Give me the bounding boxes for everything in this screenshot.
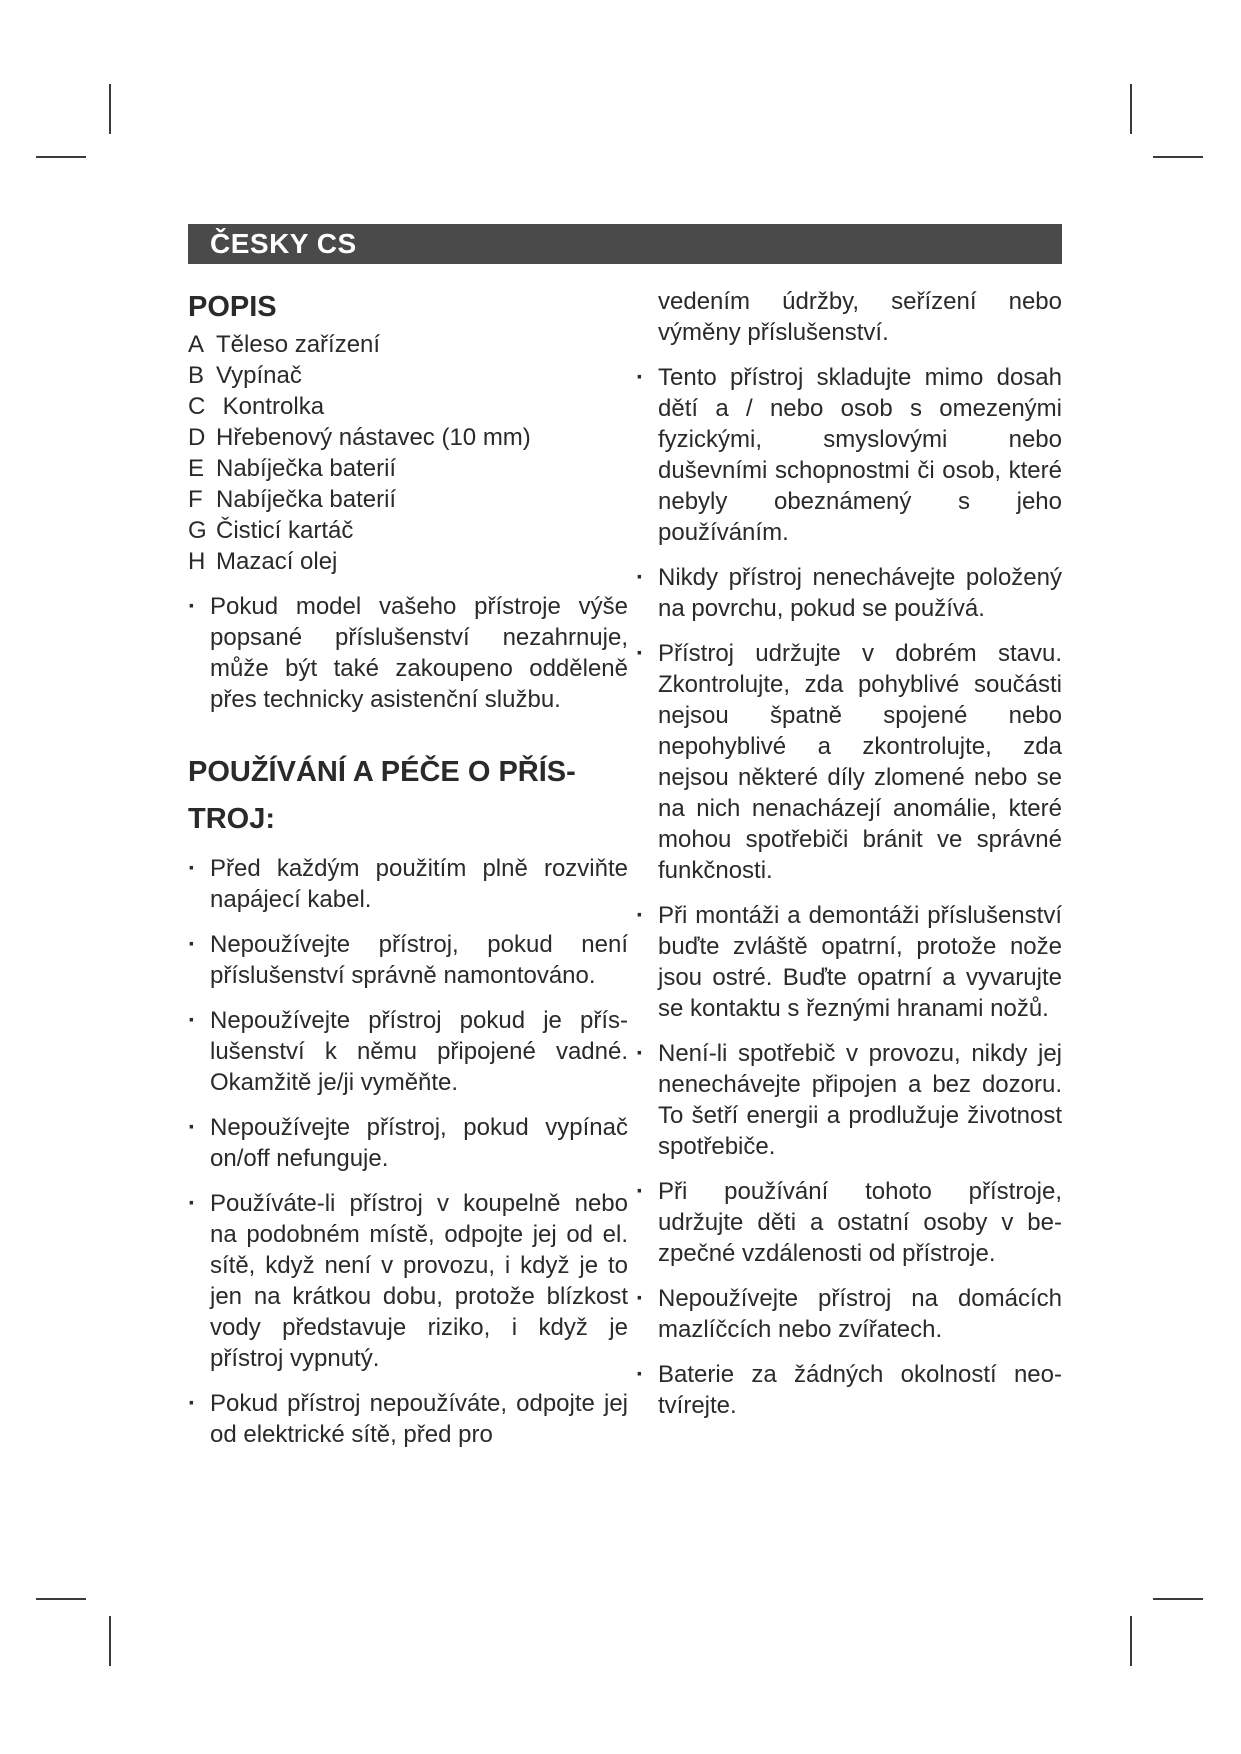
bullet-item: · Nepoužívejte přístroj na domácích mazlíčcích nebo zvířatech. (636, 1283, 1062, 1345)
bullet-item: · Pokud přístroj nepoužíváte, odpojte jej od elektrické sítě, před pro (188, 1388, 628, 1450)
crop-mark (1130, 84, 1132, 134)
list-item: B Vypínač (188, 362, 302, 389)
bullet-item: · Nepoužívejte přístroj pokud je příslušenství k němu připojené vadné. Okamžitě je/ji vyměňte. (188, 1005, 628, 1098)
popis-note (188, 591, 628, 715)
left-column (188, 286, 628, 1464)
list-item: D Hřebenový nástavec (10 mm) (188, 424, 531, 451)
bullet-item: · Není-li spotřebič v provozu, nikdy jej nenechávejte připojen a bez dozoru. To šetří energii a prodlužuje životnost spotřebiče. (636, 1038, 1062, 1162)
list-item: A Těleso zařízení (188, 331, 381, 358)
usage-list-left (188, 853, 628, 1450)
crop-mark (36, 1598, 86, 1600)
language-header: ČESKY CS (188, 224, 1062, 264)
parts-list (188, 329, 628, 577)
right-column (636, 286, 1062, 1435)
list-item: H Mazací olej (188, 548, 338, 575)
bullet-item: · Nikdy přístroj nenechávejte položený na povrchu, pokud se používá. (636, 562, 1062, 624)
usage-list-right (636, 362, 1062, 1421)
list-item: E Nabíječka baterií (188, 455, 397, 482)
continued-text: vedením údržby, seřízení nebo výměny příslušenství. (658, 288, 1062, 346)
bullet-item: · Baterie za žádných okolností neotvírejte. (636, 1359, 1062, 1421)
list-item: G Čisticí kartáč (188, 517, 354, 544)
crop-mark (109, 84, 111, 134)
usage-title: POUŽÍVÁNÍ A PÉČE O PŘÍSTROJ: (188, 756, 576, 835)
bullet-item: · Přístroj udržujte v dobrém stavu. Zkontrolujte, zda pohyblivé součásti nejsou špatně spojené nebo nepohyblivé a zkontrolujte, zda nejsou některé díly zlomené nebo se na nich nenacházejí anomálie, které mohou spotřebiči bránit ve správné funkčnosti. (636, 638, 1062, 886)
crop-mark (109, 1616, 111, 1666)
list-item: C Kontrolka (188, 393, 325, 420)
bullet-item: · Nepoužívejte přístroj, pokud vypínač on/off nefunguje. (188, 1112, 628, 1174)
bullet-item: · Při používání tohoto přístroje, udržujte děti a ostatní osoby v bezpečné vzdálenosti od přístroje. (636, 1176, 1062, 1269)
crop-mark (1130, 1616, 1132, 1666)
bullet-item: · Při montáži a demontáži příslušenství buďte zvláště opatrní, protože nože jsou ostré. Buďte opatrní a vyvarujte se kontaktu s řeznými hranami nožů. (636, 900, 1062, 1024)
crop-mark (1153, 1598, 1203, 1600)
crop-mark (36, 156, 86, 158)
crop-mark (1153, 156, 1203, 158)
bullet-item: · Před každým použitím plně rozviňte napájecí kabel. (188, 853, 628, 915)
bullet-item: · Pokud model vašeho přístroje výše popsané příslušenství nezahrnuje, může být také zakoupeno odděleně přes technicky asistenční službu. (188, 591, 628, 715)
bullet-item: · Tento přístroj skladujte mimo dosah dětí a / nebo osob s omezenými fyzickými, smyslovými nebo duševními schopnostmi či osob, které nebyly obeznámený s jeho používáním. (636, 362, 1062, 548)
popis-title: POPIS (188, 291, 277, 323)
bullet-item: · Nepoužívejte přístroj, pokud není příslušenství správně namontováno. (188, 929, 628, 991)
bullet-item: · Používáte-li přístroj v koupelně nebo na podobném místě, odpojte jej od el. sítě, když není v provozu, i když je to jen na krátkou dobu, protože blízkost vody představuje riziko, i když je přístroj vypnutý. (188, 1188, 628, 1374)
list-item: F Nabíječka baterií (188, 486, 397, 513)
